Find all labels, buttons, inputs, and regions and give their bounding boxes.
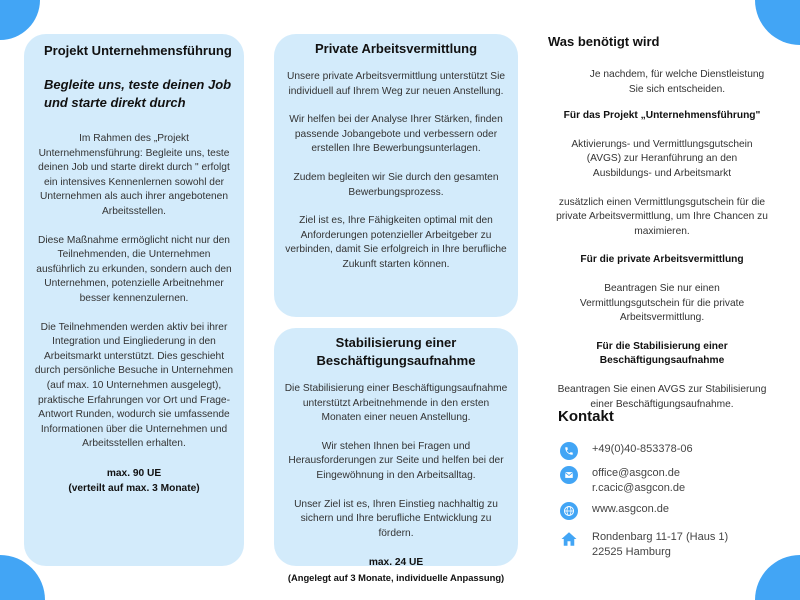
requirement-text: Beantragen Sie nur einen Vermittlungsgutschein für die private Arbeitsvermittlung. bbox=[579, 282, 745, 324]
card-private-arbeitsvermittlung bbox=[274, 34, 518, 317]
ue-note: (verteilt auf max. 3 Monate) bbox=[68, 482, 200, 494]
card-title: Projekt Unternehmensführung bbox=[44, 43, 232, 58]
phone-number: +49(0)40-853378-06 bbox=[592, 443, 693, 455]
contact-website[interactable] bbox=[560, 502, 669, 520]
address-street: Rondenbarg 11-17 (Haus 1) bbox=[592, 531, 729, 543]
requirement-text: zusätzlich einen Vermittlungsgutschein für die private Arbeitsvermittlung, um Ihre Chancen zu maximieren. bbox=[556, 196, 768, 237]
address-city: 22525 Hamburg bbox=[592, 546, 671, 558]
phone-icon bbox=[560, 442, 578, 460]
mail-icon bbox=[560, 466, 578, 484]
corner-decoration-bottom-right bbox=[755, 555, 800, 600]
paragraph: Unsere private Arbeitsvermittlung unterstützt Sie individuell auf Ihrem Weg zur neuen Anstellung. bbox=[287, 71, 505, 97]
ue-amount: max. 24 UE bbox=[368, 557, 424, 569]
card-unternehmensfuehrung bbox=[24, 34, 244, 566]
requirement-heading: Für die Stabilisierung einer Beschäftigungsaufnahme bbox=[596, 340, 728, 367]
contact-phone[interactable] bbox=[560, 442, 693, 460]
card-title: Stabilisierung einer Beschäftigungsaufnahme bbox=[316, 335, 476, 368]
requirement-heading: Für die private Arbeitsvermittlung bbox=[580, 254, 744, 266]
paragraph: Wir helfen bei der Analyse Ihrer Stärken, finden passende Jobangebote und verbessern oder erstellen Ihre Bewerbungsunterlagen. bbox=[289, 114, 503, 155]
ue-amount: max. 90 UE bbox=[106, 467, 162, 479]
ue-note: (Angelegt auf 3 Monate, individuelle Anpassung) bbox=[287, 572, 505, 584]
paragraph: Im Rahmen des „Projekt Unternehmensführung: Begleite uns, teste deinen Job und starte direkt durch " erfolgt ein intensives Kennenlernen sowohl der Unternehmen als auch ihrer angebotenen Arbeitsstellen. bbox=[38, 133, 230, 217]
card-title: Private Arbeitsvermittlung bbox=[314, 41, 478, 56]
paragraph: Wir stehen Ihnen bei Fragen und Herausforderungen zur Seite und helfen bei der Eingewöhnung in den Arbeitsalltag. bbox=[288, 440, 504, 481]
email-address[interactable]: office@asgcon.de bbox=[592, 467, 681, 479]
requirement-heading: Für das Projekt „Unternehmensführung" bbox=[563, 110, 761, 122]
globe-icon bbox=[560, 502, 578, 520]
contact-email[interactable] bbox=[560, 466, 685, 496]
paragraph: Die Teilnehmenden werden aktiv bei ihrer Integration und Eingliederung in den Arbeitsmarkt unterstützt. Dies geschieht durch persönliche Besuche in Unternehmen (auf max. 10 Unternehmen ausgelegt), praktische Erfahrungen vor Ort und Frage-Antwort Runden, wodurch sie umfassende Informationen über die Unternehmen und Arbeitsstellen erhalten. bbox=[34, 321, 234, 450]
corner-decoration-top-left bbox=[0, 0, 40, 40]
address-block bbox=[592, 530, 728, 560]
requirement-text: Aktivierungs- und Vermittlungsgutschein (AVGS) zur Heranführung an den Ausbildungs- und Arbeitsmarkt bbox=[571, 138, 753, 179]
website-link: www.asgcon.de bbox=[592, 503, 670, 515]
contact-address bbox=[560, 530, 728, 560]
paragraph: Diese Maßnahme ermöglicht nicht nur den Teilnehmenden, die Unternehmen ausführlich zu erkunden, sondern auch den Unternehmen, potenzielle Arbeitnehmer besser kennenzulernen. bbox=[36, 234, 232, 304]
paragraph: Unser Ziel ist es, Ihren Einstieg nachhaltig zu sichern und Ihre berufliche Entwicklung zu fördern. bbox=[294, 498, 498, 539]
email-list bbox=[592, 466, 685, 496]
contact-title: Kontakt bbox=[558, 408, 614, 425]
home-icon bbox=[560, 530, 578, 548]
card-stabilisierung bbox=[274, 328, 518, 584]
requirements-section bbox=[548, 34, 776, 412]
section-title: Was benötigt wird bbox=[548, 34, 660, 49]
paragraph: Die Stabilisierung einer Beschäftigungsaufnahme unterstützt Arbeitnehmende in den ersten Monaten einer neuen Anstellung. bbox=[284, 383, 508, 424]
requirements-intro: Je nachdem, für welche Dienstleistung Sie sich entscheiden. bbox=[589, 69, 765, 95]
paragraph: Ziel ist es, Ihre Fähigkeiten optimal mit den Anforderungen potenzieller Arbeitgeber zu verbinden, damit Sie erfolgreich in Ihre berufliche Zukunft starten können. bbox=[285, 215, 507, 270]
card-subtitle: Begleite uns, teste deinen Job und starte direkt durch bbox=[44, 77, 232, 110]
requirement-text: Beantragen Sie einen AVGS zur Stabilisierung einer Beschäftigungsaufnahme. bbox=[557, 383, 767, 410]
paragraph: Zudem begleiten wir Sie durch den gesamten Bewerbungsprozess. bbox=[293, 171, 499, 198]
email-address[interactable]: r.cacic@asgcon.de bbox=[592, 482, 686, 494]
